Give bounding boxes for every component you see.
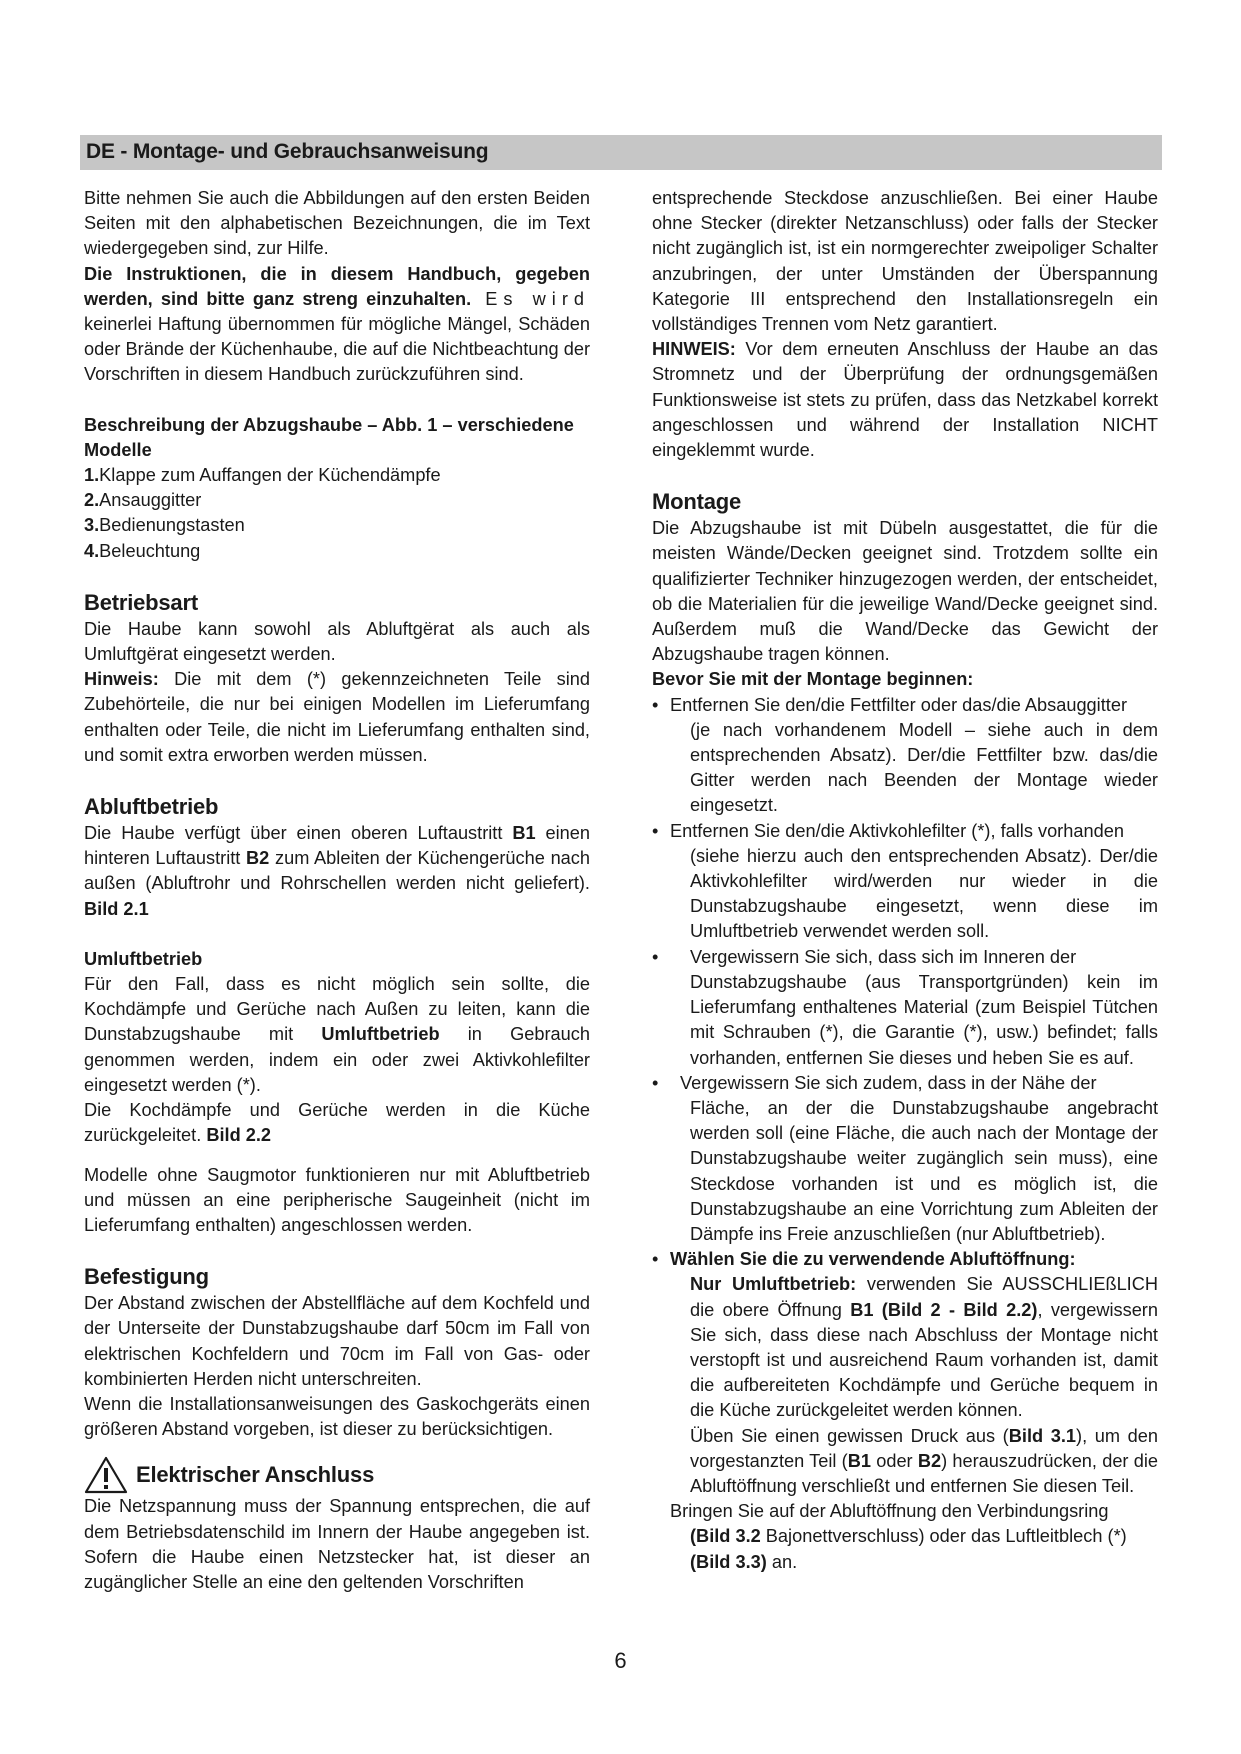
figure-ref: (Bild 3.2 [690, 1526, 761, 1547]
left-column [84, 186, 590, 1595]
text-span: Bringen Sie auf der Abluftöffnung den Verbindungsring [670, 1501, 1109, 1522]
instructions-paragraph [84, 262, 590, 388]
waehlen-heading: Wählen Sie die zu verwendende Abluftöffnung: [670, 1249, 1076, 1270]
ueben-paragraph [652, 1424, 1158, 1500]
ref-b1: B1 [847, 1450, 871, 1471]
text-span: in Gebrauch genommen werden, indem ein oder zwei Aktivkohlefilter eingesetzt werden (*). [84, 1024, 590, 1095]
text-span: ), um den vorgestanzten Teil ( [690, 1425, 1158, 1471]
bullet-dot-icon: • [652, 820, 659, 841]
abluftbetrieb-paragraph [84, 821, 590, 922]
description-list [84, 463, 590, 564]
befestigung-heading: Befestigung [84, 1264, 209, 1290]
bevor-heading: Bevor Sie mit der Montage beginnen: [652, 669, 974, 690]
page-number: 6 [614, 1648, 627, 1673]
page-title: DE - Montage- und Gebrauchsanweisung [86, 140, 489, 163]
bullet-item [652, 819, 1158, 945]
hinweis-caps-paragraph [652, 337, 1158, 463]
section-header-bar [80, 135, 1162, 170]
elektrisch-heading-row [84, 1456, 590, 1494]
text-span: Bajonettverschluss) oder das Luftleitblech (*) [760, 1526, 1127, 1547]
hinweis-caps-text: Vor dem erneuten Anschluss der Haube an das Stromnetz und der Überprüfung der ordnungsgemäßen Funktionsweise ist stets zu prüfen, dass das Netzkabel korrekt angeschlossen und während der Installation NICHT eingeklemmt wurde. [652, 339, 1158, 461]
list-item-number: 1. [84, 465, 100, 486]
list-item-number: 3. [84, 515, 100, 536]
bullet-dot-icon: • [652, 1072, 659, 1093]
betriebsart-heading: Betriebsart [84, 589, 198, 615]
right-column [652, 186, 1158, 1575]
figure-ref: Bild 2.2 [206, 1125, 272, 1146]
bullet-dot-icon: • [652, 1249, 659, 1270]
bullet-item-bold [652, 1247, 1158, 1272]
bullet-dot-icon: • [652, 946, 659, 967]
bullet-first-line: Vergewissern Sie sich zudem, dass in der Nähe der [680, 1072, 1097, 1093]
abluftbetrieb-heading: Abluftbetrieb [84, 794, 219, 820]
bullet-rest: (je nach vorhandenem Modell – siehe auch in dem entsprechenden Absatz). Der/die Fettfilter bzw. das/die Gitter werden nach Beenden der Montage wieder eingesetzt. [690, 719, 1158, 816]
list-item-number: 2. [84, 490, 100, 511]
list-item-text: Beleuchtung [99, 540, 201, 561]
hinweis-caps-label: HINWEIS: [652, 339, 736, 360]
befestigung-paragraph: Der Abstand zwischen der Abstellfläche auf dem Kochfeld und der Unterseite der Dunstabzugshaube darf 50cm im Fall von elektrischen Kochfeldern und 70cm im Fall von Gas- oder kombinierten Herden nicht unterschreiten. [84, 1293, 590, 1389]
continued-paragraph: entsprechende Steckdose anzuschließen. Bei einer Haube ohne Stecker (direkter Netzanschluss) oder falls der Stecker nicht zugänglich ist, ist ein normgerechter zweipoliger Schalter anzubringen, der unter Umständen der Überspannung Kategorie III entsprechend den Installationsregeln ein vollständiges Trennen vom Netz garantiert. [652, 188, 1158, 335]
text-span: zum Ableiten der Küchengerüche nach außen (Abluftrohr und Rohrschellen werden nicht geliefert). [84, 848, 591, 894]
bullet-first-line: Entfernen Sie den/die Aktivkohlefilter (*), falls vorhanden [670, 820, 1124, 841]
instructions-spaced: Es wird [471, 288, 590, 309]
nur-umluft-label: Nur Umluftbetrieb: [690, 1274, 857, 1295]
ref-b1: B1 [512, 823, 536, 844]
intro-paragraph: Bitte nehmen Sie auch die Abbildungen auf den ersten Beiden Seiten mit den alphabetischen Bezeichnungen, die im Text wiedergegeben sind, zur Hilfe. [84, 188, 590, 259]
figure-ref: Bild 3.1 [1008, 1425, 1077, 1446]
betriebsart-paragraph: Die Haube kann sowohl als Abluftgërat als auch als Umluftgërat eingesetzt werden. [84, 618, 590, 665]
list-item [84, 488, 590, 513]
bullet-first-line: Vergewissern Sie sich, dass sich im Inneren der [690, 946, 1077, 967]
text-span: Die Haube verfügt über einen oberen Luftaustritt [84, 823, 513, 844]
text-span: Üben Sie einen gewissen Druck aus ( [690, 1425, 1009, 1446]
text-span: an. [766, 1551, 798, 1572]
list-item-text: Ansauggitter [99, 490, 202, 511]
text-span: ) herauszudrücken, der die Abluftöffnung verschließt und entfernen Sie diesen Teil. [690, 1450, 1158, 1496]
befestigung-paragraph-2: Wenn die Installationsanweisungen des Gaskochgeräts einen größeren Abstand vorgeben, ist dieser zu berücksichtigen. [84, 1393, 590, 1440]
bullet-item [652, 1071, 1158, 1247]
warning-icon [84, 1456, 128, 1494]
bullet-item [652, 693, 1158, 819]
umluft-bold: Umluftbetrieb [321, 1024, 440, 1045]
bringen-paragraph [652, 1499, 1158, 1575]
list-item [84, 463, 590, 488]
figure-ref: B1 (Bild 2 - Bild 2.2) [850, 1299, 1038, 1320]
ref-b2: B2 [917, 1450, 942, 1471]
bullet-rest: Fläche, an der die Dunstabzugshaube angebracht werden soll (eine Fläche, die auch nach der Montage der Dunstabzugshaube weiter zugänglich sein muss), eine Steckdose vorhanden ist und es möglich ist, die Dunstabzugshaube an eine Vorrichtung zum Ableiten der Dämpfe ins Freie anzuschließen (nur Abluftbetrieb). [690, 1097, 1158, 1244]
description-heading: Beschreibung der Abzugshaube – Abb. 1 – verschiedene Modelle [84, 414, 574, 460]
modelle-paragraph: Modelle ohne Saugmotor funktionieren nur mit Abluftbetrieb und müssen an eine peripherische Saugeinheit (nicht im Lieferumfang enthalten) angeschlossen werden. [84, 1164, 590, 1235]
list-item-number: 4. [84, 540, 100, 561]
elektrisch-paragraph: Die Netzspannung muss der Spannung entsprechen, die auf dem Betriebsdatenschild im Innern der Haube angegeben ist. Sofern die Haube einen Netzstecker hat, ist dieser an zugänglicher Stelle an eine den geltenden Vorschriften [84, 1496, 590, 1592]
hinweis-label: Hinweis: [84, 669, 159, 690]
ref-b2: B2 [246, 848, 270, 869]
list-item [84, 513, 590, 538]
montage-paragraph: Die Abzugshaube ist mit Dübeln ausgestattet, die für die meisten Wände/Decken geeignet sind. Trotzdem sollte ein qualifizierter Techniker hinzugezogen werden, der entscheidet, ob die Materialien für die jeweilige Wand/Decke geeignet sind. Außerdem muß die Wand/Decke das Gewicht der Abzugshaube tragen können. [652, 518, 1158, 665]
list-item [84, 539, 590, 564]
list-item-text: Bedienungstasten [99, 515, 245, 536]
hinweis-text: Die mit dem (*) gekennzeichneten Teile sind Zubehörteile, die nur bei einigen Modellen im Lieferumfang enthalten oder Teile, die nicht im Lieferumfang enthalten sind, und somit extra erworben werden müssen. [84, 669, 590, 765]
umluftbetrieb-heading: Umluftbetrieb [84, 948, 203, 969]
text-span: , vergewissern Sie sich, dass diese nach Abschluss der Montage nicht verstopft ist und ausreichend Raum vorhanden ist, damit die aufbereiteten Kochdämpfe und Gerüche bequem in die Küche zurückgeleitet werden können. [690, 1299, 1158, 1421]
text-span: Die Kochdämpfe und Gerüche werden in die Küche zurückgeleitet. [84, 1100, 590, 1146]
instructions-bold: Die Instruktionen, die in diesem Handbuch, gegeben werden, sind bitte ganz streng einzuhalten. [84, 263, 590, 309]
figure-ref: Bild 2.1 [84, 898, 149, 919]
montage-heading: Montage [652, 489, 742, 515]
figure-ref: (Bild 3.3) [690, 1551, 767, 1572]
bullet-rest: Dunstabzugshaube (aus Transportgründen) kein im Lieferumfang enthaltenes Material (zum Beispiel Tütchen mit Schrauben (*), die Garantie (*), usw.) befindet; falls vorhanden, entfernen Sie dieses und heben Sie es auf. [690, 971, 1158, 1068]
umluftbetrieb-paragraph [84, 972, 590, 1098]
nur-umluft-paragraph [652, 1272, 1158, 1423]
text-span: einen hinteren Luftaustritt [84, 823, 590, 869]
bullet-first-line: Entfernen Sie den/die Fettfilter oder das/die Absauggitter [670, 694, 1127, 715]
text-span: verwenden Sie AUSSCHLIEßLICH die obere Öffnung [690, 1274, 1159, 1320]
bullet-dot-icon: • [652, 694, 659, 715]
hinweis-paragraph [84, 667, 590, 768]
elektrisch-heading: Elektrischer Anschluss [136, 1462, 375, 1488]
bullet-item [652, 945, 1158, 1071]
instructions-rest: keinerlei Haftung übernommen für mögliche Mängel, Schäden oder Brände der Küchenhaube, die auf die Nichtbeachtung der Vorschriften in diesem Handbuch zurückzuführen sind. [84, 314, 590, 385]
text-span: Für den Fall, dass es nicht möglich sein sollte, die Kochdämpfe und Gerüche nach Außen zu leiten, kann die Dunstabzugshaube mit [84, 974, 590, 1045]
list-item-text: Klappe zum Auffangen der Küchendämpfe [99, 465, 441, 486]
umluft-paragraph-2 [84, 1098, 590, 1148]
bullet-rest: (siehe hierzu auch den entsprechenden Absatz). Der/die Aktivkohlefilter wird/werden nur wieder in die Dunstabzugshaube eingesetzt, wenn diese im Umluftbetrieb verwendet werden soll. [690, 845, 1158, 942]
text-span: oder [870, 1450, 918, 1471]
